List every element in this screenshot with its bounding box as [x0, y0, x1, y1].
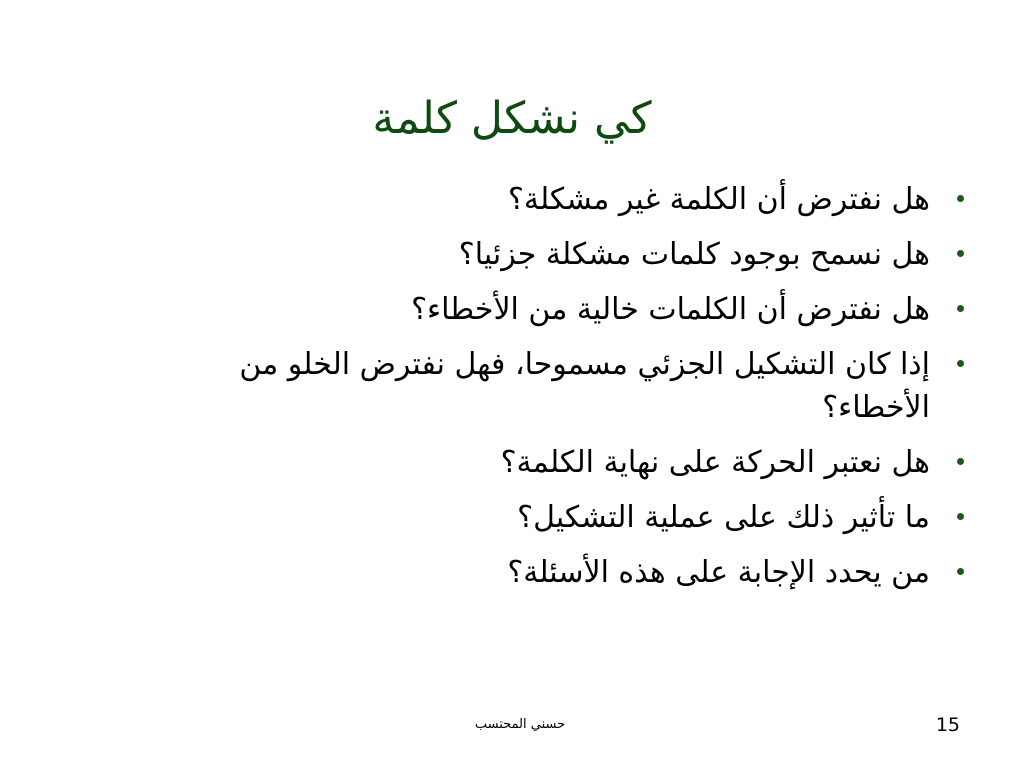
bullet-list: [148, 178, 968, 606]
bullet-text: ما تأثير ذلك على عملية التشكيل؟: [517, 500, 930, 535]
bullet-item: [148, 441, 968, 484]
bullet-item: [148, 233, 968, 276]
bullet-item: [148, 551, 968, 594]
bullet-icon: [957, 458, 964, 465]
bullet-text: هل نعتبر الحركة على نهاية الكلمة؟: [500, 445, 930, 480]
slide-title: كي نشكل كلمة: [372, 93, 652, 145]
bullet-item: [148, 178, 968, 221]
bullet-icon: [957, 360, 964, 367]
page-number: 15: [935, 714, 960, 736]
bullet-icon: [957, 195, 964, 202]
bullet-text: من يحدد الإجابة على هذه الأسئلة؟: [507, 555, 930, 590]
bullet-icon: [957, 305, 964, 312]
bullet-text: هل نفترض أن الكلمات خالية من الأخطاء؟: [411, 292, 930, 327]
footer-author: حسني المحتسب: [474, 717, 566, 732]
bullet-icon: [957, 513, 964, 520]
bullet-text: إذا كان التشكيل الجزئي مسموحا، فهل نفترض الخلو من الأخطاء؟: [239, 347, 930, 425]
bullet-icon: [957, 250, 964, 257]
bullet-text: هل نفترض أن الكلمة غير مشكلة؟: [507, 182, 930, 217]
bullet-text: هل نسمح بوجود كلمات مشكلة جزئيا؟: [458, 237, 930, 272]
bullet-item: [148, 496, 968, 539]
bullet-item: [148, 343, 968, 429]
bullet-item: [148, 288, 968, 331]
bullet-icon: [957, 568, 964, 575]
